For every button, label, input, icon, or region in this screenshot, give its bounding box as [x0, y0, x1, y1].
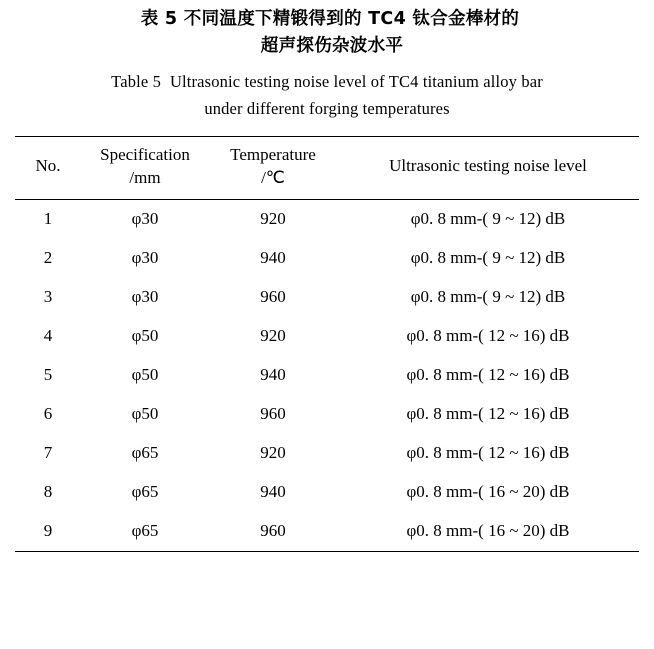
column-header-no: No. — [15, 136, 81, 199]
noise-level-table — [15, 136, 639, 552]
table-row — [15, 317, 639, 356]
cell-noise-level: φ0. 8 mm-( 16 ~ 20) dB — [406, 482, 570, 502]
cell-no: 1 — [15, 199, 81, 239]
cell-noise-level: φ0. 8 mm-( 16 ~ 20) dB — [337, 512, 639, 552]
cell-noise-level: φ0. 8 mm-( 12 ~ 16) dB — [406, 404, 570, 424]
cell-specification: φ50 — [131, 365, 159, 385]
table-body — [15, 199, 639, 551]
column-header-specification — [81, 136, 209, 199]
cell-specification: φ65 — [81, 512, 209, 552]
table-row — [15, 239, 639, 278]
column-header-temperature — [209, 136, 337, 199]
table-caption-chinese — [14, 6, 640, 60]
cell-noise-level: φ0. 8 mm-( 9 ~ 12) dB — [410, 287, 566, 307]
cell-specification: φ65 — [131, 443, 159, 463]
cell-specification: φ30 — [131, 287, 159, 307]
table-caption-english — [14, 69, 640, 122]
cell-temperature: 920 — [260, 443, 286, 463]
cell-no: 3 — [43, 287, 53, 307]
table-header — [15, 136, 639, 199]
column-header-temperature-line-2: /℃ — [261, 167, 285, 187]
cell-no: 8 — [43, 482, 53, 502]
cell-no: 2 — [43, 248, 53, 268]
cell-noise-level: φ0. 8 mm-( 12 ~ 16) dB — [406, 443, 570, 463]
caption-english-line-2: under different forging temperatures — [204, 98, 450, 118]
cell-noise-level: φ0. 8 mm-( 12 ~ 16) dB — [406, 365, 570, 385]
table-row — [15, 434, 639, 473]
column-header-noise-level: Ultrasonic testing noise level — [337, 136, 639, 199]
cell-temperature: 920 — [260, 326, 286, 346]
cell-temperature: 940 — [260, 365, 286, 385]
caption-english-text-1: Ultrasonic testing noise level of TC4 titanium alloy bar — [169, 72, 543, 92]
cell-temperature: 940 — [260, 482, 286, 502]
cell-noise-level: φ0. 8 mm-( 9 ~ 12) dB — [410, 248, 566, 268]
cell-specification: φ30 — [81, 199, 209, 239]
cell-temperature: 920 — [209, 199, 337, 239]
caption-chinese-line-2: 超声探伤杂波水平 — [260, 36, 404, 57]
table-row — [15, 278, 639, 317]
column-header-temperature-line-1: Temperature — [230, 144, 316, 164]
table-header-row — [15, 136, 639, 199]
table-row — [15, 395, 639, 434]
table-row — [15, 512, 639, 552]
cell-specification: φ65 — [131, 482, 159, 502]
cell-temperature: 940 — [260, 248, 286, 268]
column-header-specification-line-2: /mm — [129, 167, 161, 187]
cell-specification: φ50 — [131, 404, 159, 424]
cell-no: 9 — [15, 512, 81, 552]
column-header-specification-line-1: Specification — [100, 144, 190, 164]
cell-specification: φ50 — [131, 326, 159, 346]
cell-temperature: 960 — [260, 404, 286, 424]
table-number-label: Table 5 — [111, 72, 161, 92]
cell-noise-level: φ0. 8 mm-( 9 ~ 12) dB — [337, 199, 639, 239]
caption-english-line-1 — [14, 69, 640, 96]
cell-specification: φ30 — [131, 248, 159, 268]
cell-no: 4 — [43, 326, 53, 346]
table-row — [15, 199, 639, 239]
caption-chinese-line-1: 表 5 不同温度下精锻得到的 TC4 钛合金棒材的 — [140, 9, 520, 29]
table-row — [15, 356, 639, 395]
cell-temperature: 960 — [209, 512, 337, 552]
table-row — [15, 473, 639, 512]
cell-no: 5 — [43, 365, 53, 385]
cell-no: 6 — [43, 404, 53, 424]
cell-no: 7 — [43, 443, 53, 463]
cell-temperature: 960 — [260, 287, 286, 307]
cell-noise-level: φ0. 8 mm-( 12 ~ 16) dB — [406, 326, 570, 346]
